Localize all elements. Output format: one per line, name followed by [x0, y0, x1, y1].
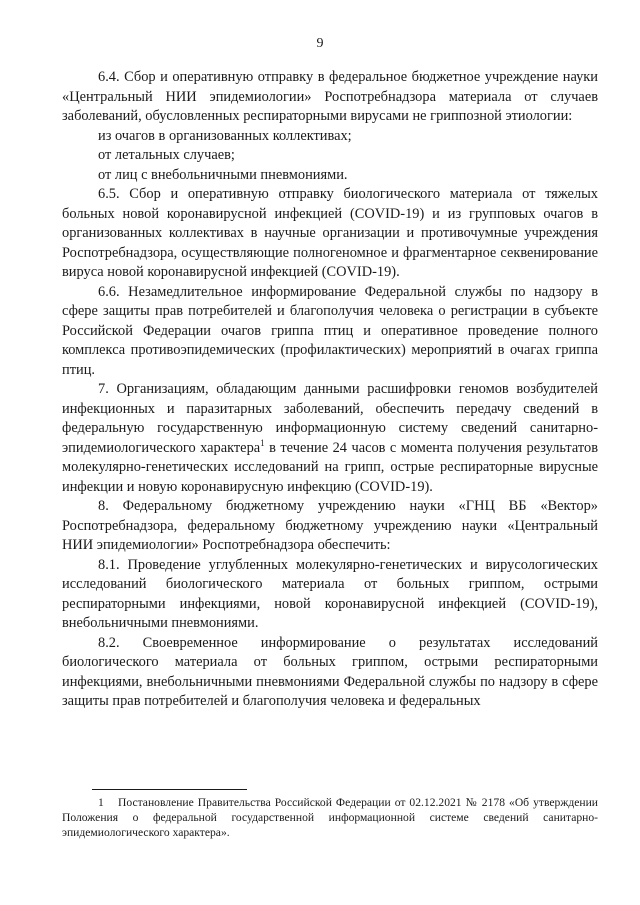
paragraph-7 — [62, 380, 598, 497]
paragraph-6-6: 6.6. Незамедлительное информирование Федеральной службы по надзору в сфере защиты прав потребителей и благополучия человека о регистрации в субъекте Российской Федерации очагов гриппа птиц и оперативное проведение полного комплекса противоэпидемических (профилактических) мероприятий в очагах гриппа птиц. — [62, 283, 598, 378]
footnote-text: Постановление Правительства Российской Федерации от 02.12.2021 № 2178 «Об утверждении Положения о федеральной государственной информационной системе сведений санитарно-эпидемиологического характера». — [62, 796, 598, 839]
paragraph-7-text-start: 7. Организациям, обладающим данными расшифровки геномов возбудителей инфекционных и паразитарных заболеваний, обеспечить передачу сведений в федеральную государственную информационную систему сведений санитарно-эпидемиологического характера — [62, 381, 598, 456]
paragraph-8: 8. Федеральному бюджетному учреждению науки «ГНЦ ВБ «Вектор» Роспотребнадзора, федеральному бюджетному учреждению науки «Центральный НИИ эпидемиологии» Роспотребнадзора обеспечить: — [62, 498, 598, 553]
list-item-pneumonia: от лиц с внебольничными пневмониями. — [98, 166, 348, 183]
page-number: 9 — [316, 36, 324, 51]
footnote-mark: 1 — [98, 796, 104, 809]
paragraph-7-text-end: в течение 24 часов с момента получения результатов молекулярно-генетических исследований на грипп, острые респираторные вирусные инфекции и новую коронавирусную инфекцию (COVID-19). — [62, 439, 598, 495]
paragraph-8-2: 8.2. Своевременное информирование о результатах исследований биологического материала от больных гриппом, острыми респираторными инфекциями, внебольничными пневмониями Федеральной службы по надзору в сфере защиты прав потребителей и благополучия человека и федеральных — [62, 634, 598, 709]
paragraph-6-4: 6.4. Сбор и оперативную отправку в федеральное бюджетное учреждение науки «Центральный НИИ эпидемиологии» Роспотребнадзора материала от случаев заболеваний, обусловленных респираторными вирусами не гриппозной этиологии: — [62, 69, 598, 124]
footnote — [62, 795, 598, 840]
footnote-divider — [92, 789, 247, 790]
list-item-organized-collectives: из очагов в организованных коллективах; — [98, 127, 352, 144]
list-item-fatal-cases: от летальных случаев; — [98, 147, 235, 163]
footnote-reference[interactable]: 1 — [260, 437, 265, 448]
paragraph-8-1: 8.1. Проведение углубленных молекулярно-генетических и вирусологических исследований биологического материала от больных гриппом, острыми респираторными инфекциями, новой коронавирусной инфекцией (COVID-19), внебольничными пневмониями. — [62, 556, 598, 631]
document-body — [62, 68, 598, 712]
paragraph-6-5: 6.5. Сбор и оперативную отправку биологического материала от тяжелых больных новой коронавирусной инфекцией (COVID-19) и из групповых очагов в организованных коллективах в научные организации и противочумные учреждения Роспотребнадзора, осуществляющие полногеномное и фрагментарное секвенирование вируса новой коронавирусной инфекцией (COVID-19). — [62, 186, 598, 280]
